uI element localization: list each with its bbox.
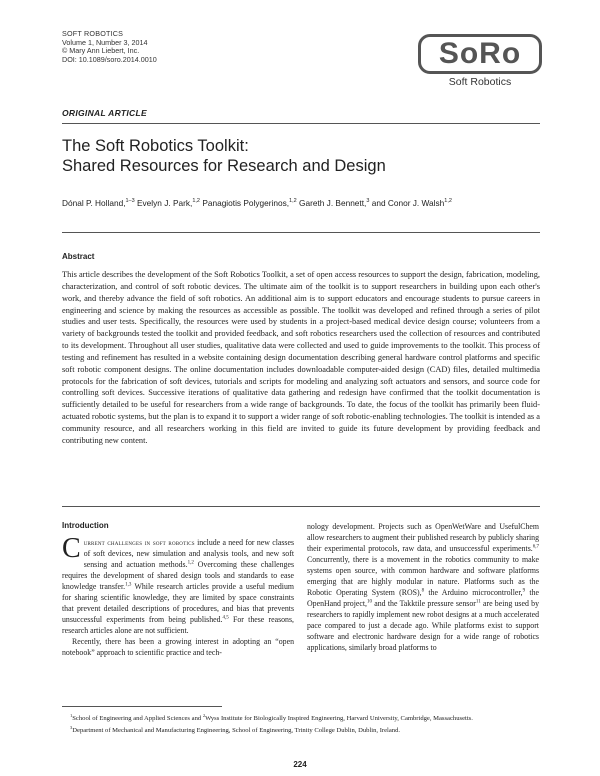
article-type: ORIGINAL ARTICLE (62, 108, 147, 118)
abstract-top-rule (62, 232, 540, 233)
footnote-text: School of Engineering and Applied Sciences and (72, 715, 203, 723)
author-list (62, 198, 452, 208)
text-run: the OpenHand project, (307, 588, 539, 608)
citation: 9 (522, 588, 526, 594)
small-caps-lead: urrent challenges in soft robotics (83, 538, 195, 547)
introduction-heading: Introduction (62, 521, 109, 530)
author-name: Dónal P. Holland, (62, 198, 126, 208)
author-name: Panagiotis Polygerinos, (202, 198, 290, 208)
citation: 6,7 (532, 544, 539, 550)
footnote-marker: 2 (202, 713, 206, 718)
logo-tagline: Soft Robotics (448, 76, 512, 88)
text-run: Overcoming these challenges requires the development of shared design tools and standards to ease knowledge transfer. (62, 560, 294, 591)
author-affiliation: 1–3 (125, 198, 135, 205)
title-line-1: The Soft Robotics Toolkit: (62, 137, 249, 155)
citation: 8 (421, 588, 425, 594)
left-column (62, 533, 295, 658)
author-affiliation: 1,2 (444, 198, 452, 205)
text-run: While research articles provide a useful medium for sharing scientific knowledge, they are limited by space constraints that prevent detailed descriptions of procedures, and bias that prevents unsuccessful experiments from being published. (62, 582, 295, 624)
citation: 4,5 (222, 615, 229, 621)
header-rule (62, 123, 540, 124)
author-name: Evelyn J. Park, (137, 198, 193, 208)
citation: 11 (475, 599, 481, 605)
text-run: and the Takktile pressure sensor (372, 599, 476, 608)
page-number: 224 (293, 760, 307, 769)
citation: 1,3 (125, 582, 132, 588)
text-run: include a need for new classes of soft devices, new simulation and analysis tools, and new soft sensing and actuation methods. (83, 538, 294, 569)
footnote-2 (62, 723, 540, 735)
author-affiliation: 1,2 (192, 198, 200, 205)
journal-volume: Volume 1, Number 3, 2014 (62, 37, 148, 47)
text-run: For these reasons, research articles alone are not sufficient. (62, 615, 294, 635)
footnotes (62, 711, 540, 735)
footnote-1 (62, 711, 540, 723)
author-affiliation: 3 (366, 198, 370, 205)
journal-doi: DOI: 10.1089/soro.2014.0010 (62, 54, 157, 64)
journal-copyright: © Mary Ann Liebert, Inc. (62, 46, 140, 56)
text-run: Concurrently, there is a movement in the robotics community to make systems open source, with common hardware and software platforms emerging that are highly modular in nature. Platforms such as the Robotic Operating System (ROS), (307, 555, 539, 597)
abstract-heading: Abstract (62, 252, 95, 261)
text-run: are being used by researchers to rapidly implement new robot designs at a much accelerated pace compared to just a decade ago. While platforms exist to support software and electronic hardware design for a wide range of robotics applications, similarly broad platforms to (307, 599, 539, 652)
author-affiliation: 1,2 (289, 198, 297, 205)
author-name: Gareth J. Bennett, (299, 198, 367, 208)
text-run: nology development. Projects such as OpenWetWare and UsefulChem allow researchers to augment their published research by publicly sharing their experimental protocols, raw data, and unsuccessful experiments. (307, 522, 539, 553)
title-line-2: Shared Resources for Research and Design (62, 157, 386, 175)
journal-info (62, 30, 157, 64)
text-run: the Arduino microcontroller, (424, 588, 523, 597)
intro-paragraph-1 (62, 533, 295, 636)
footnote-marker: 1 (70, 713, 73, 718)
citation: 1,2 (187, 560, 194, 566)
intro-paragraph-2: Recently, there has been a growing interest in adopting an “open notebook” approach to scientific practice and tech- (62, 637, 294, 657)
intro-paragraph-2-cont (307, 521, 539, 653)
article-title (62, 136, 386, 176)
journal-name: SOFT ROBOTICS (62, 29, 124, 38)
footnote-rule (62, 706, 222, 707)
footnote-text: Department of Mechanical and Manufacturing Engineering, School of Engineering, Trinity College Dublin, Dublin, Ireland. (72, 727, 401, 735)
footnote-text: Wyss Institute for Biologically Inspired Engineering, Harvard University, Cambridge, Massachusetts. (205, 715, 473, 723)
footnote-marker: 3 (70, 725, 73, 731)
drop-cap: C (62, 533, 81, 564)
soro-logo (418, 34, 542, 88)
citation: 10 (367, 599, 372, 605)
right-column (307, 521, 539, 653)
logo-mark: SoRo (418, 34, 542, 74)
abstract-bottom-rule (62, 506, 540, 507)
author-name: and Conor J. Walsh (371, 198, 445, 208)
abstract-text: This article describes the development of the Soft Robotics Toolkit, a set of open access resources to support the design, fabrication, modeling, characterization, and control of soft robotic devices. The ultimate aim of the toolkit is to support researchers in building upon each other's work, and thereby advance the field of soft robotics. An additional aim is to support educators and encourage students to pursue careers in engineering and science by making the resources as accessible as possible. The toolkit was developed and refined through a series of pilot studies and user tests. Specifically, the resources were used by students in a project-based medical device design course; volunteers from a variety of backgrounds tested the toolkit and provided feedback, and soft robotics researchers used the collection of resources and contributed to its development. Throughout all user studies, qualitative data were collected and used to guide improvements to the toolkit. This process of testing and refinement has resulted in a website containing design documentation describing general hardware control platforms and specific soft robotic component designs. The online documentation includes downloadable computer-aided design (CAD) files, detailed multimedia protocols for the fabrication of soft devices, tutorials and scripts for modeling and analyzing soft actuators and sensors, and source code for controlling soft devices. Successive iterations of qualitative data gathering and redesign have confirmed that the toolkit documentation is sufficiently detailed to be useful for researchers from a wide range of backgrounds. To date, the focus of the toolkit has primarily been fluid-actuated robotic systems, but the plan is to expand it to support a wider range of soft robotic-enabling technologies. The toolkit is intended as a community resource, and all researchers working in this field are invited to guide its future development by providing feedback and contributing new content. (62, 270, 540, 445)
